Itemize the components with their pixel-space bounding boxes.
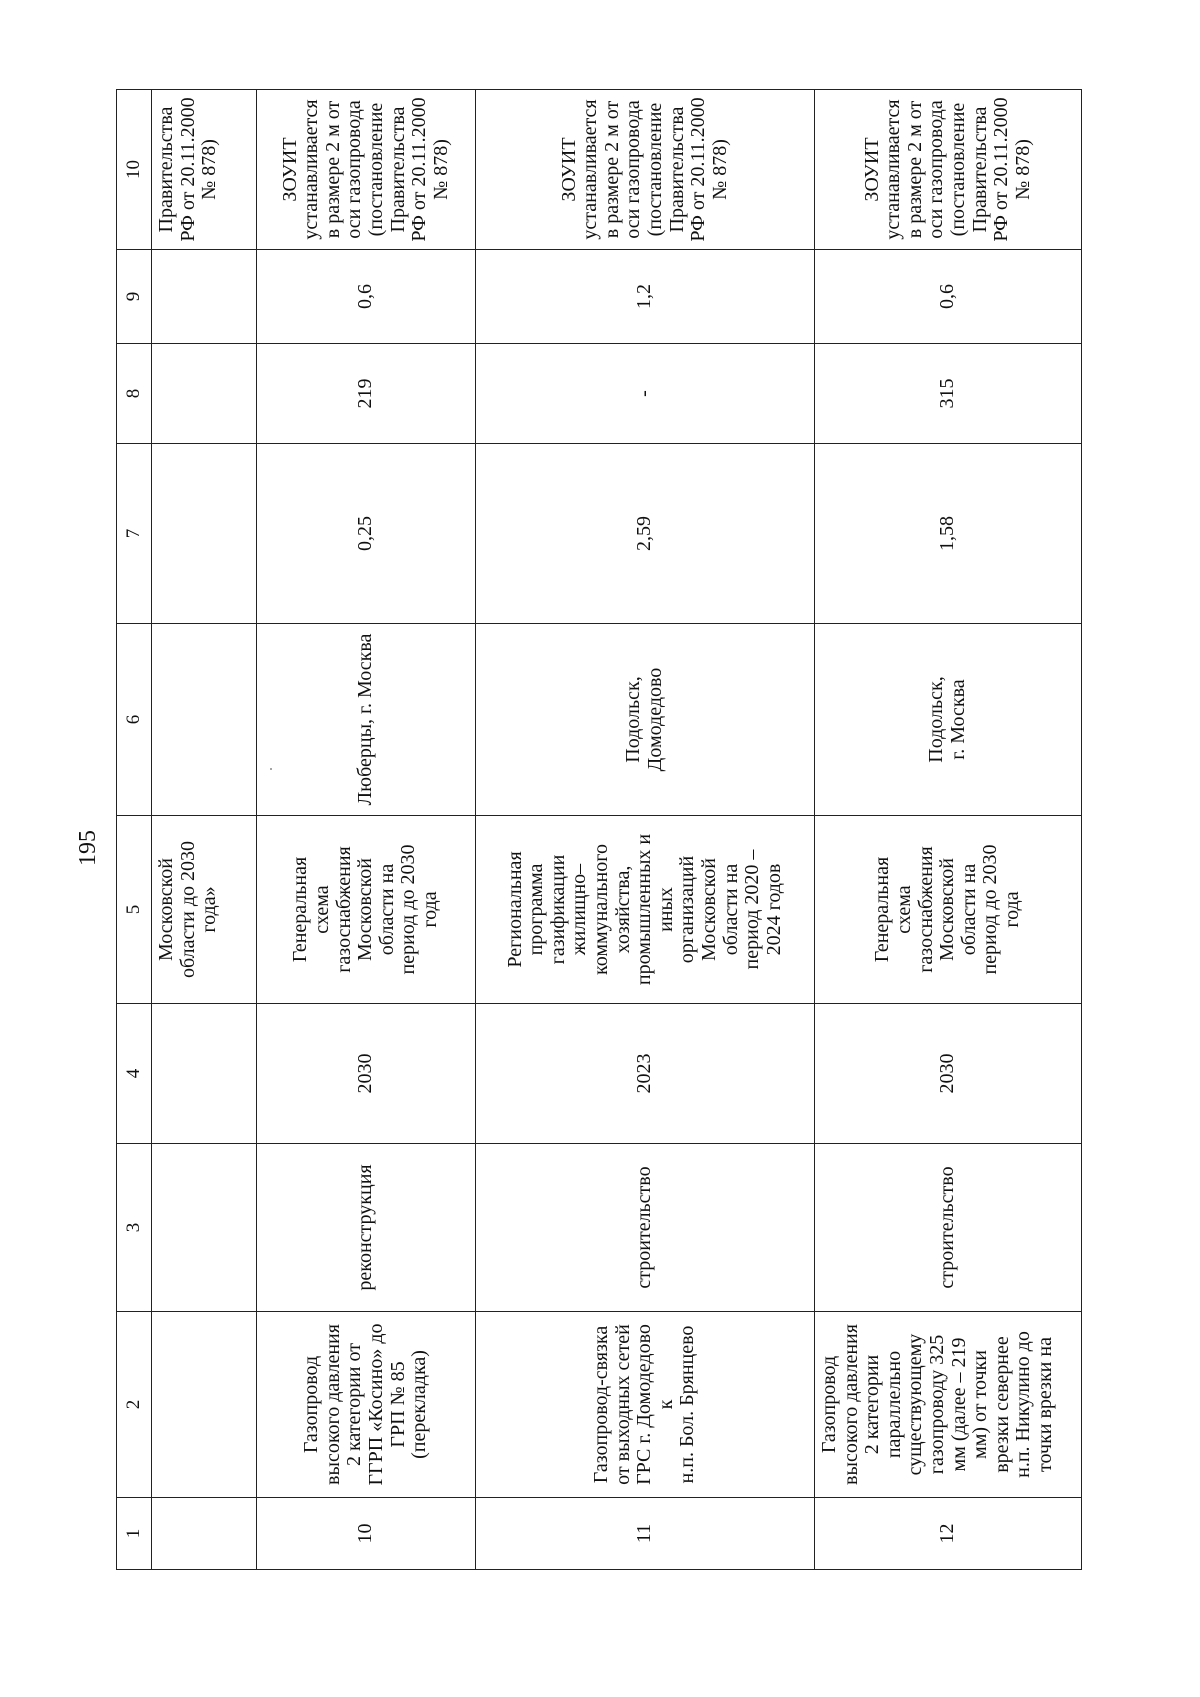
cell-diameter: 315	[815, 344, 1082, 444]
column-header: 5	[117, 816, 152, 1004]
column-header: 1	[117, 1498, 152, 1570]
cell-basis: Генеральная схема газоснабжения Московской области на период до 2030 года	[815, 816, 1082, 1004]
column-header: 3	[117, 1144, 152, 1312]
cell-number	[152, 1498, 257, 1570]
cell-work-type: строительство	[815, 1144, 1082, 1312]
cell-name	[152, 1312, 257, 1498]
scan-speck	[270, 768, 272, 770]
cell-pressure	[152, 250, 257, 344]
column-header: 10	[117, 90, 152, 250]
cell-name: Газопровод-связка от выходных сетей ГРС г. Домодедово к н.п. Бол. Брянцево	[476, 1312, 815, 1498]
cell-zone: ЗОУИТ устанавливается в размере 2 м от оси газопровода (постановление Правительства РФ от 20.11.2000 № 878)	[476, 90, 815, 250]
cell-diameter	[152, 344, 257, 444]
cell-basis: Региональная программа газификации жилищно– коммунального хозяйства, промышленных и иных организаций Московской области на период 2020 – 2024 годов	[476, 816, 815, 1004]
cell-pressure: 1,2	[476, 250, 815, 344]
cell-number: 11	[476, 1498, 815, 1570]
cell-work-type	[152, 1144, 257, 1312]
document-table-container	[116, 90, 1056, 1570]
cell-zone: Правительства РФ от 20.11.2000 № 878)	[152, 90, 257, 250]
cell-length: 2,59	[476, 444, 815, 624]
cell-basis: Московской области до 2030 года»	[152, 816, 257, 1004]
cell-work-type: строительство	[476, 1144, 815, 1312]
cell-number: 12	[815, 1498, 1082, 1570]
cell-length: 0,25	[257, 444, 476, 624]
column-header: 9	[117, 250, 152, 344]
cell-location: Подольск, Домодедово	[476, 624, 815, 816]
cell-location: Подольск, г. Москва	[815, 624, 1082, 816]
cell-year: 2030	[257, 1004, 476, 1144]
cell-zone: ЗОУИТ устанавливается в размере 2 м от оси газопровода (постановление Правительства РФ от 20.11.2000 № 878)	[815, 90, 1082, 250]
column-header: 6	[117, 624, 152, 816]
cell-name: Газопровод высокого давления 2 категории параллельно существующему газопроводу 325 мм (далее – 219 мм) от точки врезки севернее н.п. Никулино до точки врезки на	[815, 1312, 1082, 1498]
cell-year: 2023	[476, 1004, 815, 1144]
cell-length: 1,58	[815, 444, 1082, 624]
cell-pressure: 0,6	[815, 250, 1082, 344]
column-header: 7	[117, 444, 152, 624]
table-row	[476, 90, 815, 1570]
gas-pipeline-table	[116, 89, 1082, 1570]
column-header: 2	[117, 1312, 152, 1498]
column-header: 8	[117, 344, 152, 444]
cell-diameter: 219	[257, 344, 476, 444]
cell-length	[152, 444, 257, 624]
cell-zone: ЗОУИТ устанавливается в размере 2 м от оси газопровода (постановление Правительства РФ от 20.11.2000 № 878)	[257, 90, 476, 250]
cell-location	[152, 624, 257, 816]
column-header: 4	[117, 1004, 152, 1144]
table-row-continuation	[152, 90, 257, 1570]
cell-location: Люберцы, г. Москва	[257, 624, 476, 816]
cell-basis: Генеральная схема газоснабжения Московской области на период до 2030 года	[257, 816, 476, 1004]
table-row	[257, 90, 476, 1570]
page-number: 195	[75, 830, 101, 866]
header-row	[117, 90, 152, 1570]
cell-year: 2030	[815, 1004, 1082, 1144]
cell-year	[152, 1004, 257, 1144]
cell-diameter: -	[476, 344, 815, 444]
cell-work-type: реконструкция	[257, 1144, 476, 1312]
table-row	[815, 90, 1082, 1570]
cell-pressure: 0,6	[257, 250, 476, 344]
cell-number: 10	[257, 1498, 476, 1570]
cell-name: Газопровод высокого давления 2 категории от ГГРП «Косино» до ГРП № 85 (перекладка)	[257, 1312, 476, 1498]
